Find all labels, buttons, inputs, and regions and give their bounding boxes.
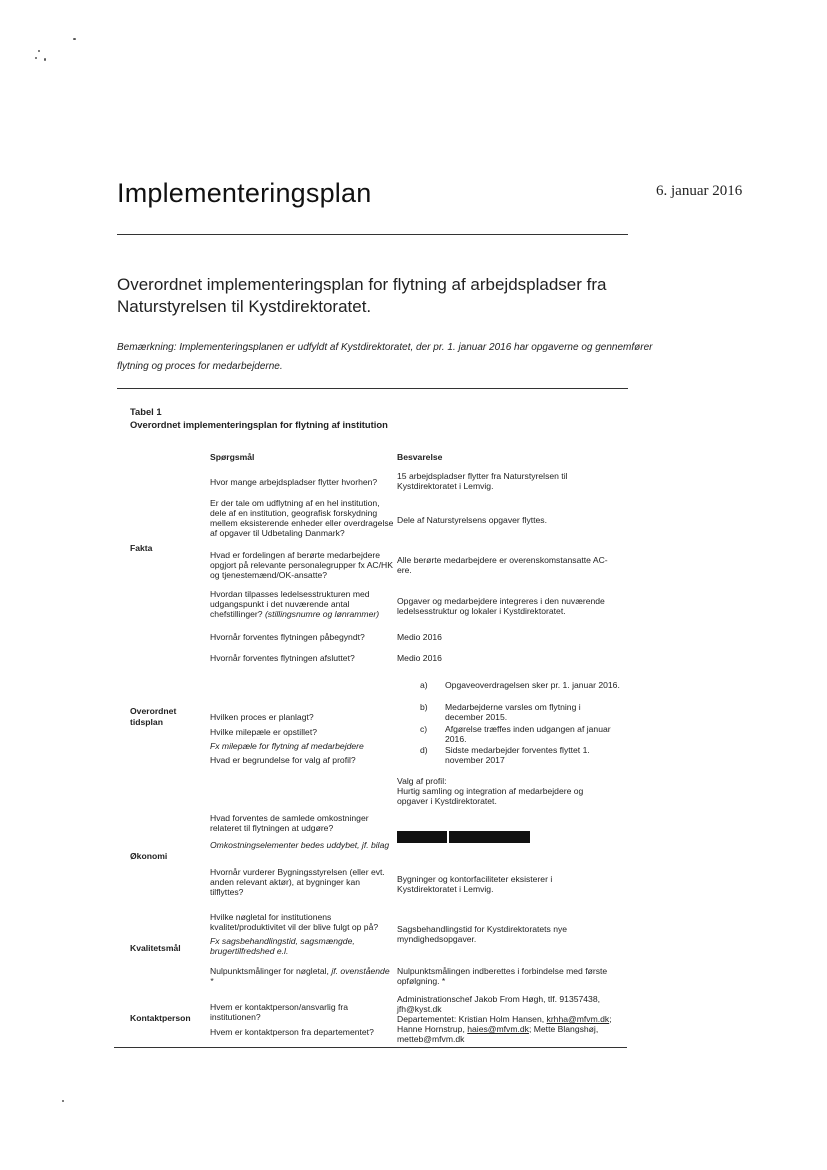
question-note: (stillingsnumre og lønrammer) — [264, 609, 380, 619]
question-cell — [210, 589, 395, 619]
remark-note: Bemærkning: Implementeringsplanen er udfyldt af Kystdirektoratet, der pr. 1. januar 2016 har opgaverne og gennemfører flytning og proces for medarbejderne. — [117, 342, 653, 372]
answer-cell: Medio 2016 — [397, 632, 442, 642]
document-date: 6. januar 2016 — [656, 183, 743, 199]
email-link[interactable]: haies@mfvm.dk — [467, 1024, 529, 1034]
milestone-label: d) — [420, 745, 428, 755]
answer-cell: Nulpunktsmålingen indberettes i forbindelse med første opfølgning. * — [397, 966, 608, 986]
question-cell: Hvor mange arbejdspladser flytter hvorhen? — [210, 477, 378, 487]
category-fakta: Fakta — [130, 543, 153, 553]
category-kvalitet: Kvalitetsmål — [130, 943, 181, 953]
scan-speck — [38, 50, 40, 52]
redaction-block — [449, 831, 530, 843]
question-cell: Hvad forventes de samlede omkostninger relateret til flytningen at udgøre? — [210, 813, 369, 833]
question-cell: Hvornår vurderer Bygningsstyrelsen (eller evt. anden relevant aktør), at bygninger kan tilflyttes? — [210, 867, 385, 897]
answer-cell: Dele af Naturstyrelsens opgaver flyttes. — [397, 515, 547, 525]
scan-speck — [44, 58, 46, 61]
question-cell: Hvilke nøgletal for institutionens kvalitet/produktivitet vil der blive fulgt op på? — [210, 912, 379, 932]
profile-block — [397, 776, 612, 806]
milestone-label: a) — [420, 680, 428, 690]
question-cell: Hvornår forventes flytningen påbegyndt? — [210, 632, 365, 642]
category-tidsplan: Overordnet tidsplan — [130, 706, 177, 727]
question-note: jf. ovenstående * — [210, 966, 390, 986]
question-cell: Hvornår forventes flytningen afsluttet? — [210, 653, 355, 663]
question-cell: Hvilken proces er planlagt? — [210, 712, 314, 722]
milestone-label: b) — [420, 702, 428, 712]
category-okonomi: Økonomi — [130, 851, 168, 861]
answer-cell: Bygninger og kontorfaciliteter eksisterer i Kystdirektoratet i Lemvig. — [397, 874, 553, 894]
answer-cell: Medio 2016 — [397, 653, 442, 663]
email-link[interactable]: krhha@mfvm.dk — [546, 1014, 610, 1024]
answer-cell: 15 arbejdspladser flytter fra Naturstyrelsen til Kystdirektoratet i Lemvig. — [397, 471, 568, 491]
scan-speck — [73, 38, 76, 40]
redaction-block — [397, 831, 447, 843]
contact-department-text: ; Hanne Hornstrup, — [397, 1014, 612, 1034]
category-kontakt: Kontaktperson — [130, 1013, 191, 1023]
milestone-text: Medarbejderne varsles om flytning i december 2015. — [445, 702, 581, 722]
answer-cell: Opgaver og medarbejdere integreres i den nuværende ledelsesstruktur og lokaler i Kystdirektoratet. — [397, 596, 605, 616]
page-title: Implementeringsplan — [117, 178, 372, 208]
question-note: Omkostningselementer bedes uddybet, jf. bilag — [210, 840, 390, 850]
milestone-label: c) — [420, 724, 428, 734]
contact-department-text: Departementet: Kristian Holm Hansen, — [397, 1014, 545, 1024]
question-text: Nulpunktsmålinger for nøgletal, — [210, 966, 329, 976]
question-cell — [210, 966, 395, 986]
answer-cell: Alle berørte medarbejdere er overenskomstansatte AC-ere. — [397, 555, 608, 575]
question-note: Fx sagsbehandlingstid, sagsmængde, brugertilfredshed e.l. — [210, 936, 355, 956]
document-subtitle: Overordnet implementeringsplan for flytning af arbejdspladser fra Naturstyrelsen til Kystdirektoratet. — [117, 275, 607, 316]
milestone-text: Afgørelse træffes inden udgangen af januar 2016. — [445, 724, 611, 744]
question-text: Hvordan tilpasses ledelsesstrukturen med udgangspunkt i det nuværende antal chefstillinger? — [210, 589, 370, 619]
question-cell: Fx milepæle for flytning af medarbejdere — [210, 741, 364, 751]
profile-label: Valg af profil: — [397, 776, 447, 786]
contact-department-text: ; Mette Blangshøj, metteb@mfvm.dk — [397, 1024, 599, 1044]
profile-text: Hurtig samling og integration af medarbejdere og opgaver i Kystdirektoratet. — [397, 786, 584, 806]
table-bottom-rule — [114, 1047, 627, 1048]
column-header-question: Spørgsmål — [210, 452, 255, 462]
table-heading — [130, 405, 388, 431]
table-label: Tabel 1 — [130, 406, 162, 417]
contact-answer — [397, 994, 622, 1044]
question-cell: Hvad er begrundelse for valg af profil? — [210, 755, 356, 765]
contact-institution: Administrationschef Jakob From Høgh, tlf. 91357438, jfh@kyst.dk — [397, 994, 601, 1014]
milestone-text: Sidste medarbejder forventes flyttet 1. november 2017 — [445, 745, 590, 765]
question-cell: Hvad er fordelingen af berørte medarbejdere opgjort på relevante personalegrupper fx AC/HK og tjenestemænd/OK-ansatte? — [210, 550, 393, 580]
contact-department — [397, 1014, 622, 1044]
question-cell: Er der tale om udflytning af en hel institution, dele af en institution, geografisk forskydning mellem eksisterende enheder eller overdragelse af opgaver til Udbetaling Danmark? — [210, 498, 394, 538]
column-header-answer: Besvarelse — [397, 452, 443, 462]
answer-cell: Sagsbehandlingstid for Kystdirektoratets nye myndighedsopgaver. — [397, 924, 568, 944]
table-caption: Overordnet implementeringsplan for flytning af institution — [130, 419, 388, 430]
scan-speck — [62, 1100, 64, 1102]
section-rule — [117, 388, 628, 389]
question-cell: Hvem er kontaktperson fra departementet? — [210, 1027, 374, 1037]
question-cell: Hvem er kontaktperson/ansvarlig fra institutionen? — [210, 1002, 349, 1022]
question-cell: Hvilke milepæle er opstillet? — [210, 727, 317, 737]
title-rule — [117, 234, 628, 235]
scan-speck — [35, 57, 37, 59]
milestone-text: Opgaveoverdragelsen sker pr. 1. januar 2016. — [445, 680, 620, 690]
